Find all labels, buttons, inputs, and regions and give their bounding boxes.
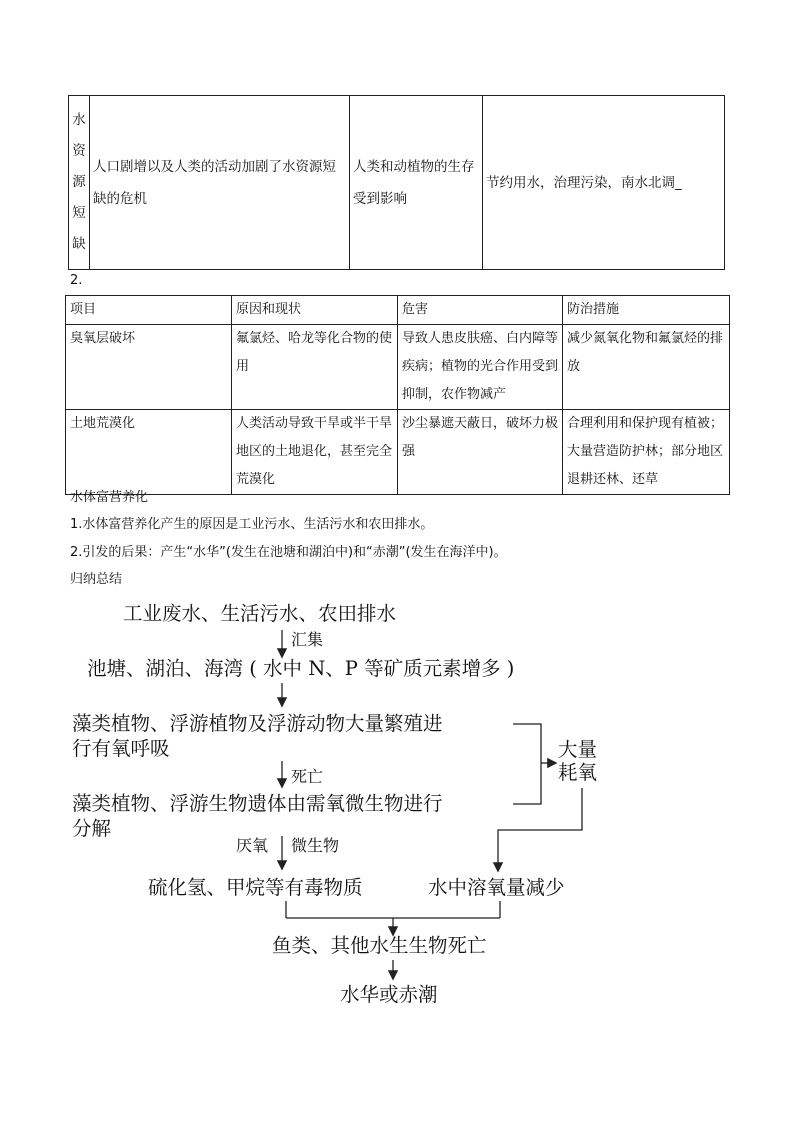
label-char: 资 [72,143,86,159]
flow-oxygen-drop: 水中溶氧量减少 [428,876,565,899]
flow-waters: 池塘、湖泊、海湾 ( 水中 N、P 等矿质元素增多 ) [87,657,515,680]
column-header: 防治措施 [563,296,730,325]
section-marker: 2. [70,273,83,288]
cell-measure: 减少氮氧化物和氟氯烃的排放 [563,325,730,410]
column-header: 危害 [398,296,563,325]
label-char: 缺 [72,236,86,252]
flow-label-anaerobic: 厌氧 [236,836,269,855]
cell-measure: 节约用水，治理污染，南水北调_ [483,96,725,270]
point-consequence: 2.引发的后果：产生“水华”(发生在池塘和湖泊中)和“赤潮”(发生在海洋中)。 [70,545,507,560]
flow-label-collect: 汇集 [291,630,324,649]
flow-result: 水华或赤潮 [340,983,438,1006]
cell-measure: 合理利用和保护现有植被；大量营造防护林；部分地区退耕还林、还草 [563,410,730,495]
label-char: 短 [72,205,86,221]
label-char: 源 [72,174,86,190]
flow-label-microbe: 微生物 [291,836,340,855]
flow-decompose-line2: 分解 [72,817,112,840]
flow-bloom-line1: 藻类植物、浮游植物及浮游动物大量繁殖进 [72,712,443,735]
flow-fish-death: 鱼类、其他水生生物死亡 [272,934,487,957]
cell-harm: 沙尘暴遮天蔽日，破坏力极强 [398,410,563,495]
cell-cause: 人口剧增以及人类的活动加剧了水资源短缺的危机 [90,96,350,270]
summary-title: 归纳总结 [70,572,123,587]
flow-decompose-line1: 藻类植物、浮游生物遗体由需氧微生物进行 [72,792,443,815]
flow-label-death: 死亡 [291,767,324,786]
cell-cause: 氟氯烃、哈龙等化合物的使用 [232,325,398,410]
flow-bloom-line2: 行有氧呼吸 [72,737,170,760]
column-header: 原因和现状 [232,296,398,325]
arrow-to-oxygen-drop [498,788,582,870]
flow-consume-line1: 大量 [558,738,598,761]
flow-toxic: 硫化氢、甲烷等有毒物质 [148,876,363,899]
cell-harm: 导致人患皮肤癌、白内障等疾病；植物的光合作用受到抑制，农作物减产 [398,325,563,410]
cell-harm: 人类和动植物的生存受到影响 [350,96,483,270]
cell-item: 臭氧层破坏 [66,325,232,410]
section-title: 水体富营养化 [70,490,149,505]
flow-consume-line2: 耗氧 [558,761,598,784]
flow-sources: 工业废水、生活污水、农田排水 [123,602,397,625]
cell-cause: 人类活动导致干旱或半干旱地区的土地退化，甚至完全荒漠化 [232,410,398,495]
point-cause: 1.水体富营养化产生的原因是工业污水、生活污水和农田排水。 [70,517,434,532]
bracket-oxygen [513,724,541,804]
label-char: 水 [72,112,86,128]
cell-item: 土地荒漠化 [66,410,232,495]
column-header: 项目 [66,296,232,325]
